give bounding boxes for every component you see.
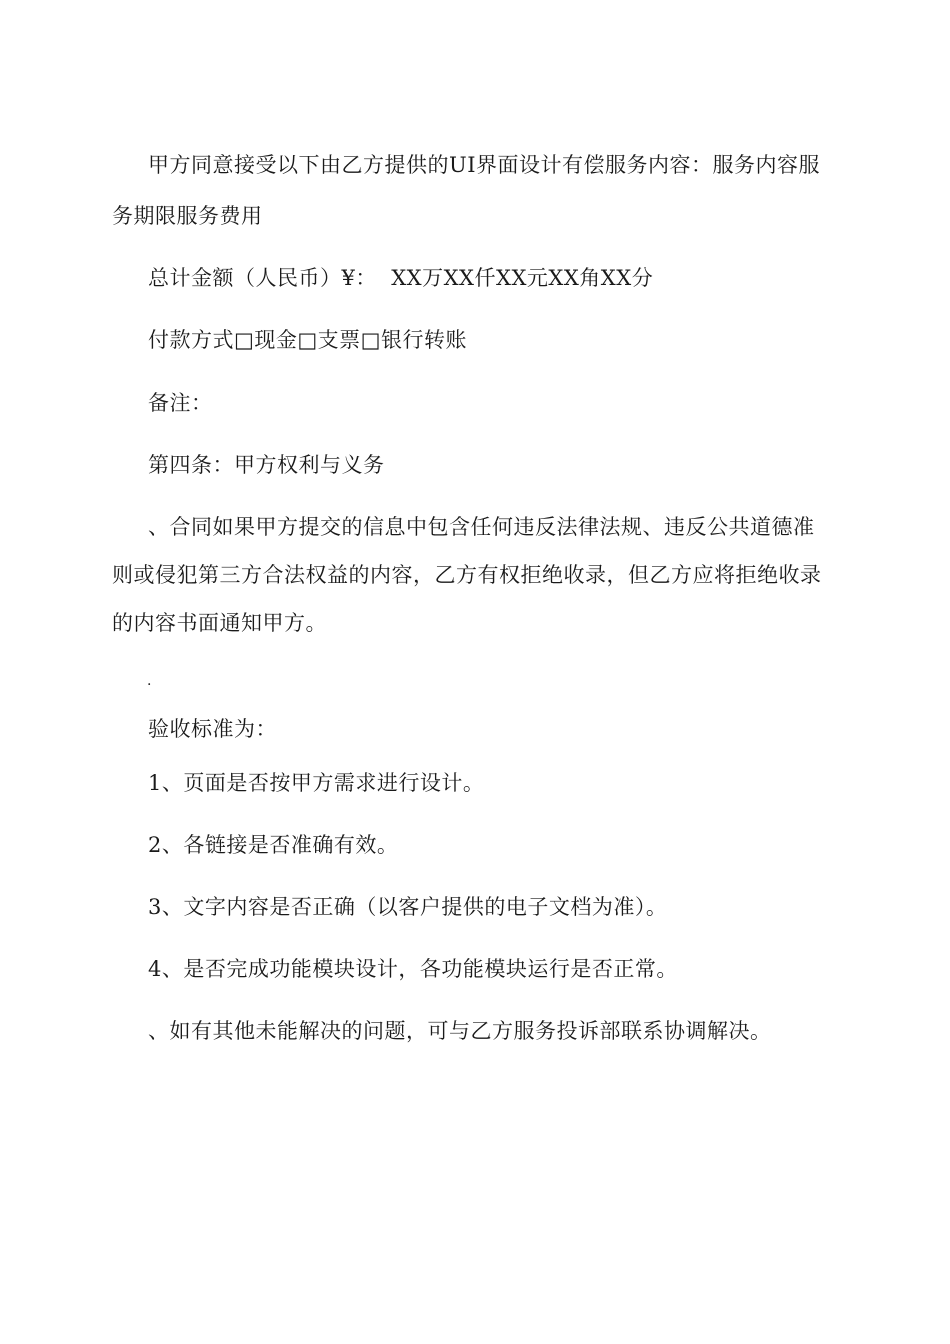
clause-line-2: 则或侵犯第三方合法权益的内容，乙方有权拒绝收录，但乙方应将拒绝收录 [112, 563, 822, 587]
clause-line-1: 、合同如果甲方提交的信息中包含任何违反法律法规、违反公共道德准 [148, 515, 815, 539]
paragraph-service-line-2: 务期限服务费用 [112, 204, 263, 228]
stray-dot: · [147, 677, 152, 693]
acceptance-heading: 验收标准为： [148, 717, 277, 741]
article-4-heading: 第四条：甲方权利与义务 [148, 453, 385, 477]
clause-line-3: 的内容书面通知甲方。 [112, 611, 327, 635]
dispute-clause: 、如有其他未能解决的问题，可与乙方服务投诉部联系协调解决。 [148, 1019, 772, 1043]
total-amount-line: 总计金额（人民币）¥： XX万XX仟XX元XX角XX分 [148, 266, 654, 290]
payment-method-line: 付款方式□现金□支票□银行转账 [148, 328, 468, 352]
criteria-item-1: 1、页面是否按甲方需求进行设计。 [148, 771, 485, 795]
paragraph-service-line-1: 甲方同意接受以下由乙方提供的UI界面设计有偿服务内容：服务内容服 [148, 153, 820, 177]
criteria-item-2: 2、各链接是否准确有效。 [148, 833, 399, 857]
criteria-item-3: 3、文字内容是否正确（以客户提供的电子文档为准）。 [148, 895, 668, 919]
remarks-label: 备注： [148, 391, 213, 415]
criteria-item-4: 4、是否完成功能模块设计，各功能模块运行是否正常。 [148, 957, 678, 981]
